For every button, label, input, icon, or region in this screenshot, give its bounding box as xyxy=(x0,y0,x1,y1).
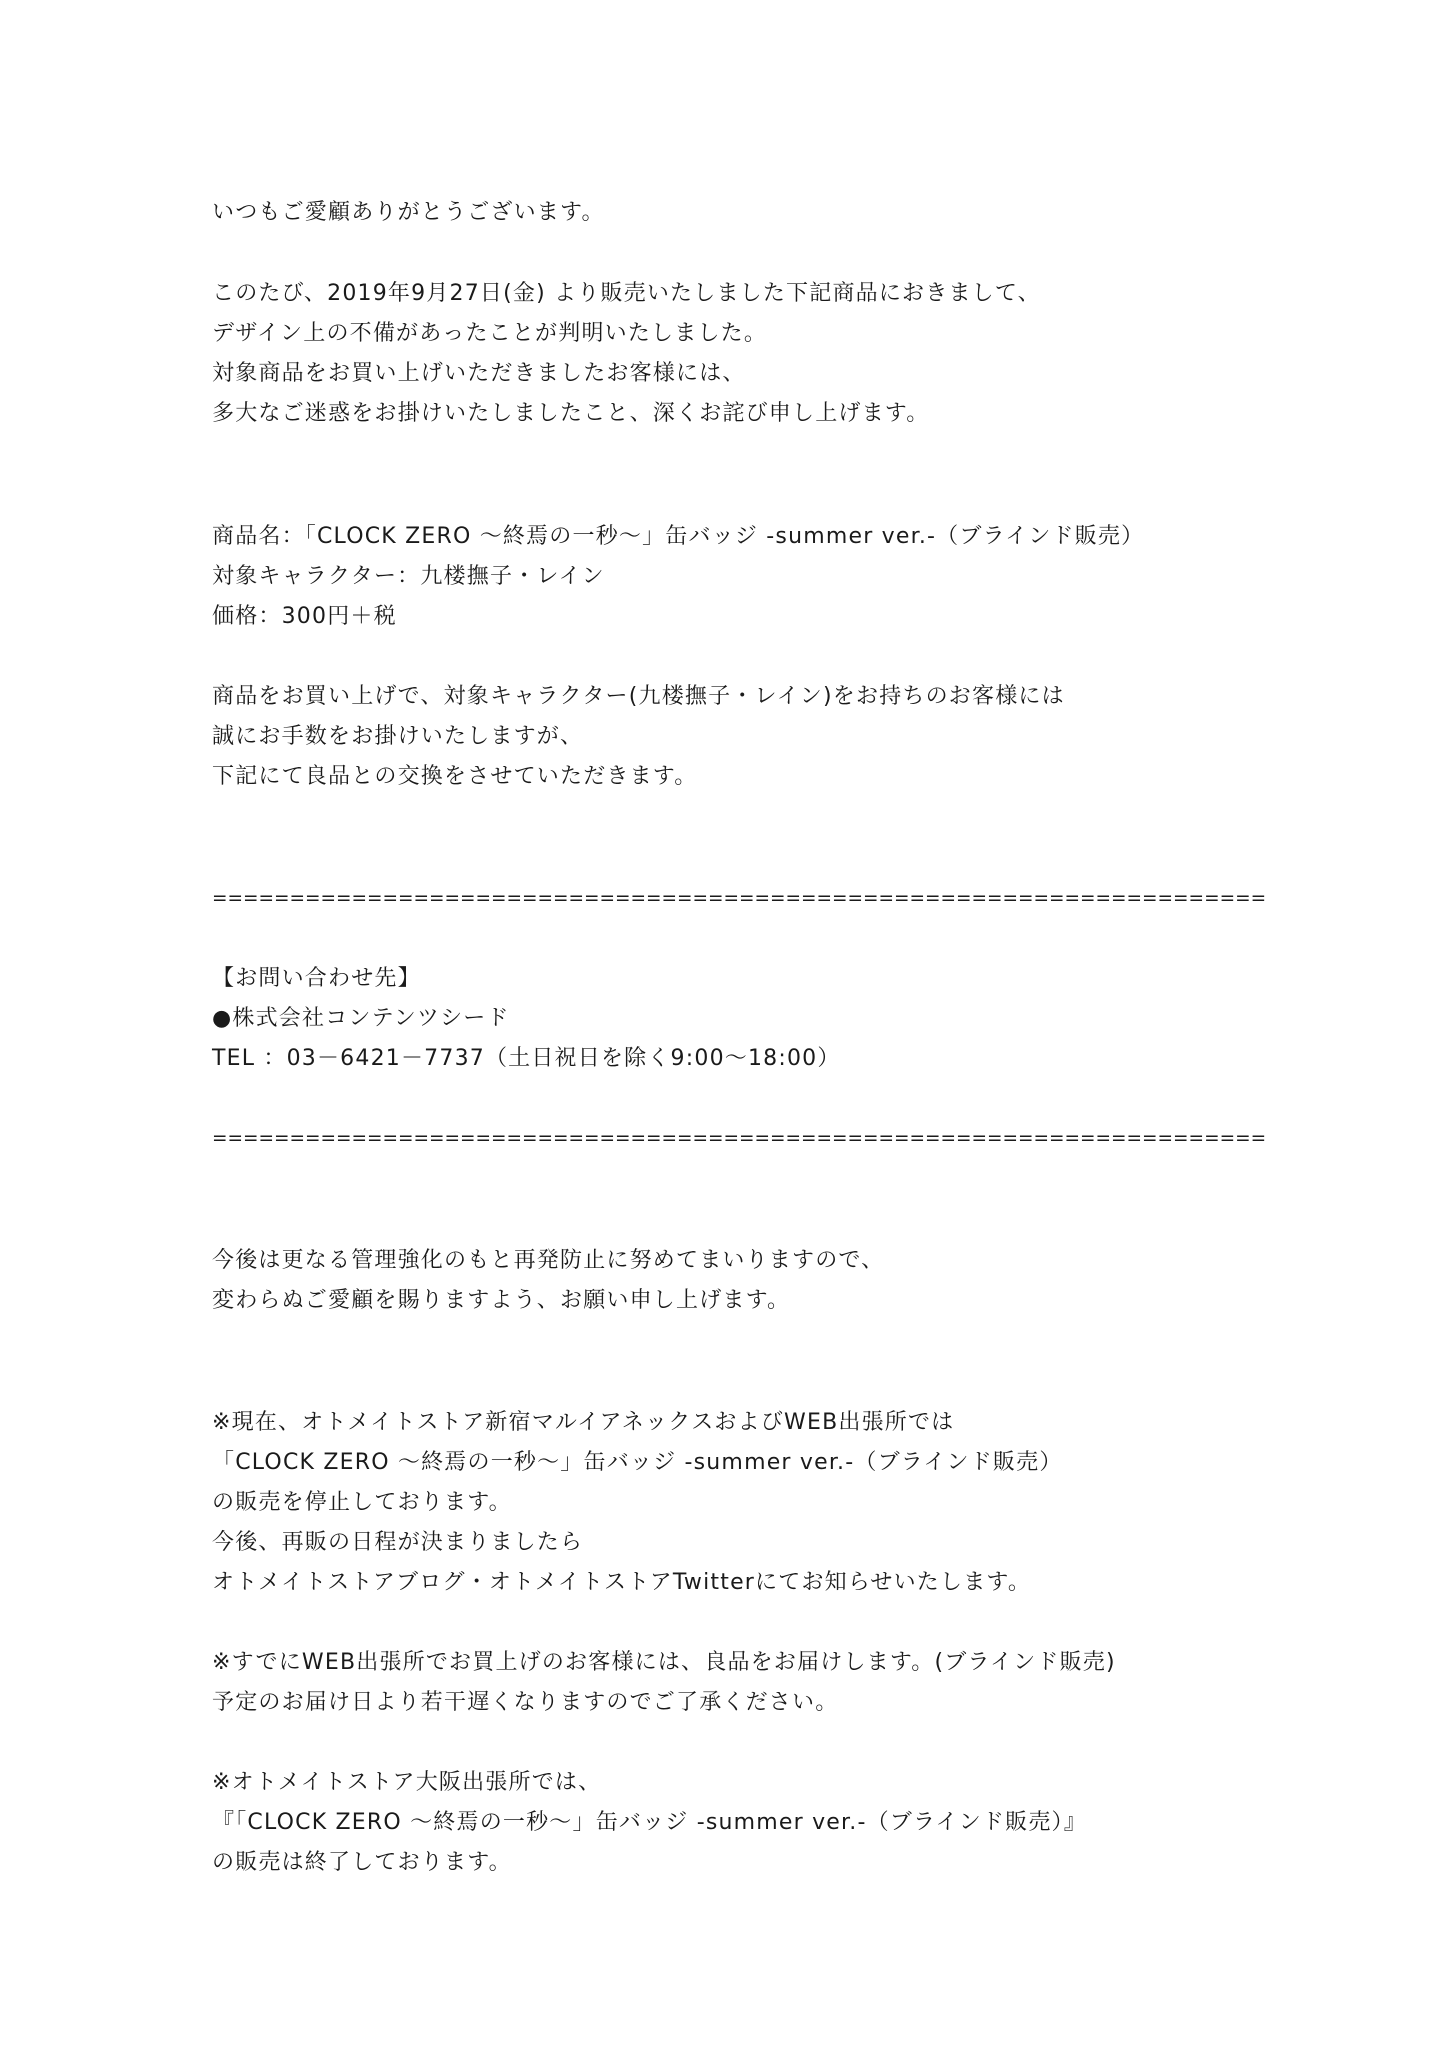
note1-line-2: 「CLOCK ZERO 〜終焉の一秒〜」缶バッジ -summer ver.-（ブラインド販売） xyxy=(212,1450,1063,1475)
note2-line-1: ※すでにWEB出張所でお買上げのお客様には、良品をお届けします。(ブラインド販売) xyxy=(212,1650,1116,1675)
separator-top: ==================================================================== xyxy=(212,888,1267,909)
exchange-line-1: 商品をお買い上げで、対象キャラクター(九楼撫子・レイン)をお持ちのお客様には xyxy=(212,684,1065,709)
product-name: 商品名：「CLOCK ZERO 〜終焉の一秒〜」缶バッジ -summer ver.-（ブラインド販売） xyxy=(212,524,1145,549)
note1-line-3: の販売を停止しております。 xyxy=(212,1490,512,1515)
exchange-line-2: 誠にお手数をお掛けいたしますが、 xyxy=(212,724,584,749)
exchange-line-3: 下記にて良品との交換をさせていただきます。 xyxy=(212,764,698,789)
closing-line-2: 変わらぬご愛顧を賜りますよう、お願い申し上げます。 xyxy=(212,1288,791,1313)
note2-line-2: 予定のお届け日より若干遅くなりますのでご了承ください。 xyxy=(212,1690,839,1715)
note3-line-2: 『「CLOCK ZERO 〜終焉の一秒〜」缶バッジ -summer ver.-（ブラインド販売）』 xyxy=(212,1810,1087,1835)
apology-line-4: 多大なご迷惑をお掛けいたしましたこと、深くお詫び申し上げます。 xyxy=(212,401,930,426)
note1-line-4: 今後、再販の日程が決まりましたら xyxy=(212,1530,584,1555)
product-price: 価格：300円＋税 xyxy=(212,604,397,629)
contact-tel: TEL ：03－6421－7737（土日祝日を除く9:00〜18:00） xyxy=(212,1046,841,1071)
note3-line-1: ※オトメイトストア大阪出張所では、 xyxy=(212,1770,602,1795)
note3-line-3: の販売は終了しております。 xyxy=(212,1850,512,1875)
contact-heading: 【お問い合わせ先】 xyxy=(212,966,421,991)
apology-line-1: このたび、2019年9月27日(金) より販売いたしました下記商品におきまして、 xyxy=(212,281,1041,306)
closing-line-1: 今後は更なる管理強化のもと再発防止に努めてまいりますので、 xyxy=(212,1248,885,1273)
greeting-text: いつもご愛顧ありがとうございます。 xyxy=(212,200,605,225)
notice-document xyxy=(212,0,1272,2048)
apology-line-3: 対象商品をお買い上げいただきましたお客様には、 xyxy=(212,361,746,386)
separator-bottom: ==================================================================== xyxy=(212,1128,1267,1149)
note1-line-5: オトメイトストアブログ・オトメイトストアTwitterにてお知らせいたします。 xyxy=(212,1570,1032,1595)
product-character: 対象キャラクター：九楼撫子・レイン xyxy=(212,564,605,589)
apology-line-2: デザイン上の不備があったことが判明いたしました。 xyxy=(212,321,768,346)
contact-company: ●株式会社コンテンツシード xyxy=(212,1006,510,1031)
note1-line-1: ※現在、オトメイトストア新宿マルイアネックスおよびWEB出張所では xyxy=(212,1410,955,1435)
